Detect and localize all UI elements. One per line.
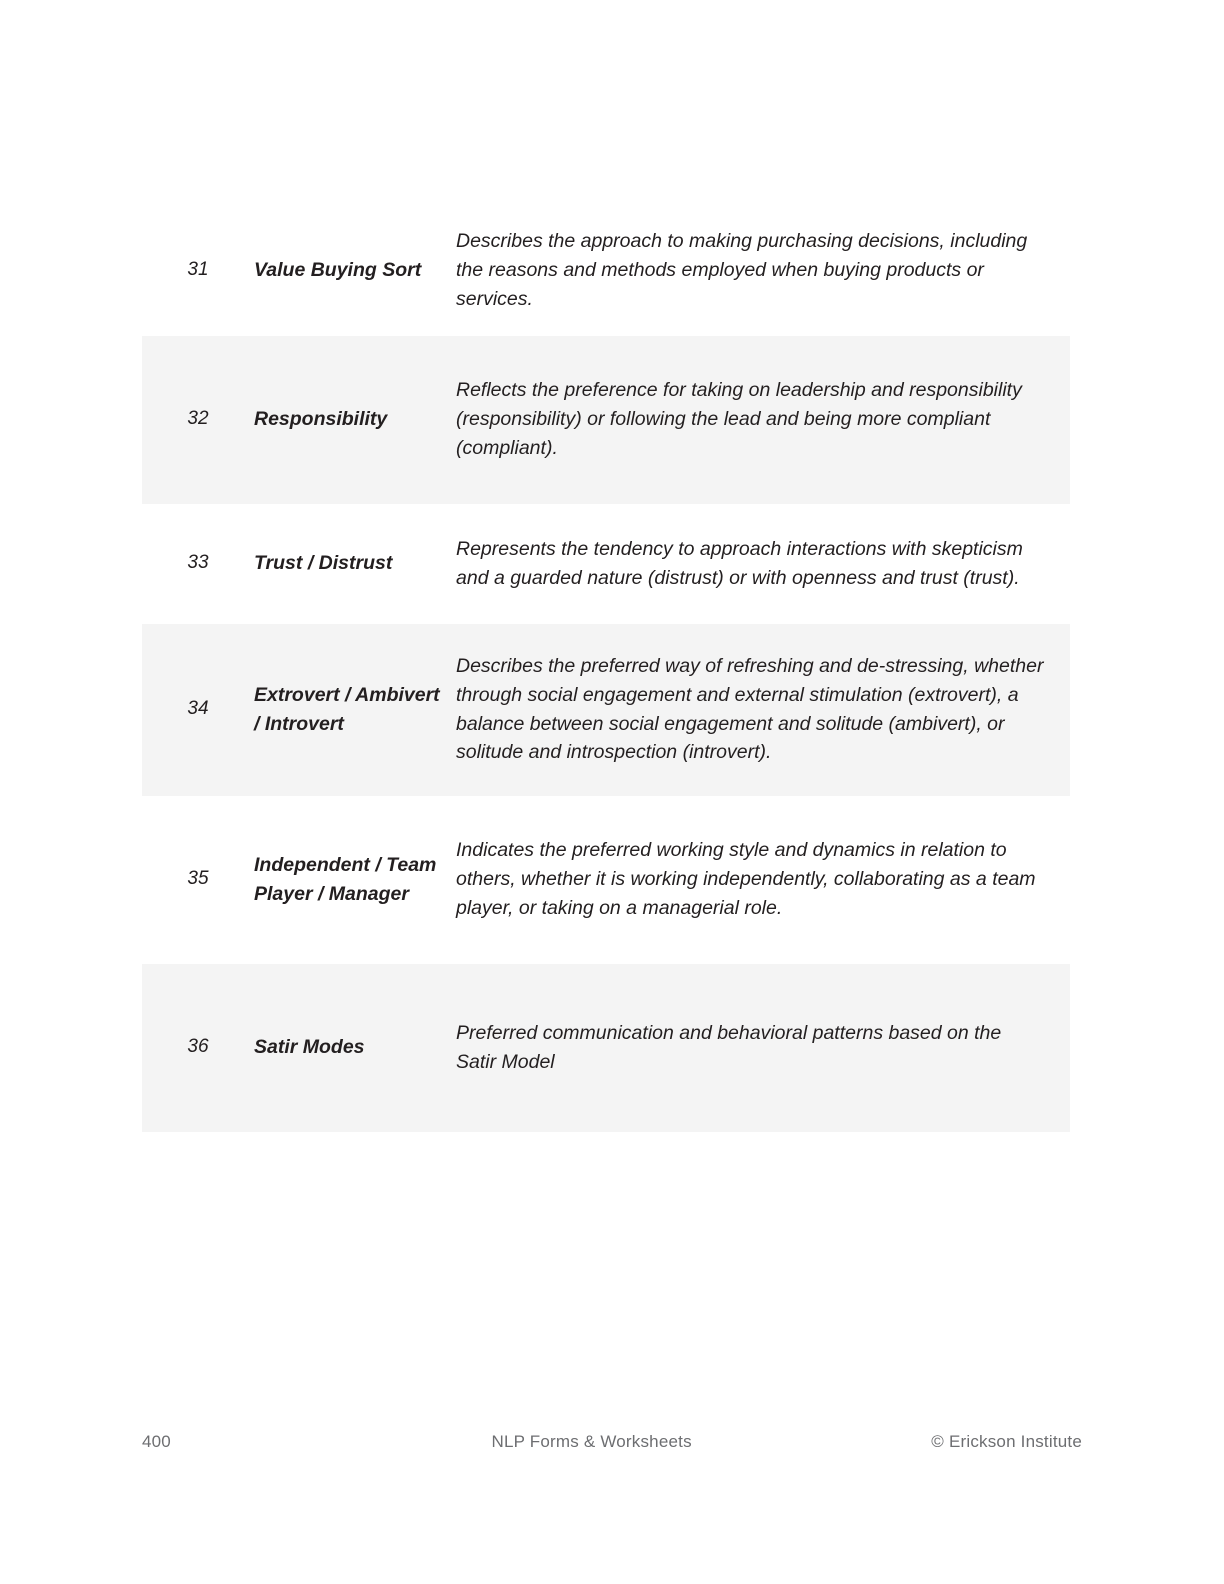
row-name: Responsibility bbox=[254, 408, 388, 431]
row-description: Describes the preferred way of refreshing and de-stressing, whether through social engagement and external stimulation (extrovert), a balance between social engagement and solitude (ambivert), or solitude and introspection (introvert). bbox=[456, 654, 1044, 764]
table-row bbox=[142, 964, 1070, 1132]
row-name: Value Buying Sort bbox=[254, 259, 422, 282]
footer-title: NLP Forms & Worksheets bbox=[491, 1432, 692, 1451]
metaprograms-table bbox=[142, 205, 1070, 1132]
footer-page-number: 400 bbox=[142, 1432, 171, 1451]
row-description: Reflects the preference for taking on leadership and responsibility (responsibility) or following the lead and being more compliant (compliant). bbox=[456, 379, 1022, 459]
row-number: 33 bbox=[187, 552, 209, 574]
row-name: Extrovert / Ambivert / Introvert bbox=[254, 684, 440, 735]
row-name: Trust / Distrust bbox=[254, 552, 393, 575]
row-number: 36 bbox=[187, 1036, 209, 1058]
row-name: Independent / Team Player / Manager bbox=[254, 854, 437, 905]
footer-copyright: © Erickson Institute bbox=[931, 1432, 1082, 1451]
row-number: 34 bbox=[187, 698, 209, 720]
row-description: Represents the tendency to approach interactions with skepticism and a guarded nature (distrust) or with openness and trust (trust). bbox=[456, 537, 1023, 589]
row-number: 35 bbox=[187, 868, 209, 890]
row-number: 32 bbox=[187, 408, 209, 430]
table-row bbox=[142, 205, 1070, 336]
page-footer bbox=[142, 1432, 1082, 1452]
row-description: Indicates the preferred working style and dynamics in relation to others, whether it is working independently, collaborating as a team player, or taking on a managerial role. bbox=[456, 839, 1036, 919]
table-row bbox=[142, 504, 1070, 624]
row-name: Satir Modes bbox=[254, 1036, 365, 1059]
table-row bbox=[142, 624, 1070, 796]
table-row bbox=[142, 796, 1070, 964]
row-number: 31 bbox=[187, 258, 209, 280]
table-row bbox=[142, 336, 1070, 504]
row-description: Preferred communication and behavioral patterns based on the Satir Model bbox=[456, 1021, 1002, 1073]
row-description: Describes the approach to making purchasing decisions, including the reasons and methods employed when buying products or services. bbox=[456, 230, 1028, 310]
